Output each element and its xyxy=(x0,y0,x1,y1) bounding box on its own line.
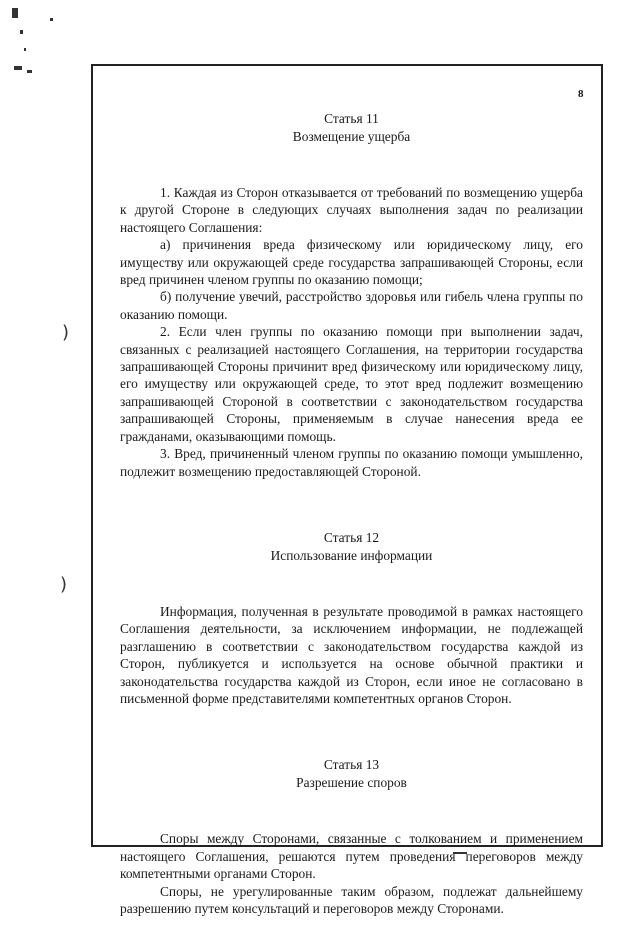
article-heading xyxy=(120,110,583,146)
article-heading xyxy=(120,529,583,565)
article-paragraph: 1. Каждая из Сторон отказывается от требований по возмещению ущерба к другой Стороне в следующих случаях выполнения задач по реализации настоящего Соглашения: xyxy=(120,185,583,235)
article-number: Статья 12 xyxy=(323,529,380,545)
article-number: Статья 11 xyxy=(324,111,379,126)
article-paragraph: б) получение увечий, расстройство здоровья или гибель члена группы по оказанию помощи. xyxy=(120,289,583,322)
scan-artifact xyxy=(50,18,53,21)
scan-artifact xyxy=(12,8,18,18)
article-title: Использование информации xyxy=(270,547,433,563)
article-paragraph: 3. Вред, причиненный членом группы по оказанию помощи умышленно, подлежит возмещению предоставляющей Стороной. xyxy=(120,446,583,479)
article-13 xyxy=(120,756,583,917)
scan-artifact xyxy=(20,30,23,34)
article-number: Статья 13 xyxy=(323,757,380,773)
article-paragraph: Споры между Сторонами, связанные с толкованием и применением настоящего Соглашения, решаются путем проведения переговоров между компетентными органами Сторон. xyxy=(120,831,583,882)
article-heading xyxy=(120,756,583,792)
binding-mark: ) xyxy=(62,322,70,343)
document-body xyxy=(120,110,583,947)
page-number: 8 xyxy=(578,88,584,100)
scan-artifact xyxy=(24,48,26,51)
article-11 xyxy=(120,110,583,480)
article-title: Разрешение споров xyxy=(296,775,407,791)
article-title: Возмещение ущерба xyxy=(292,129,411,144)
article-paragraph: а) причинения вреда физическому или юридическому лицу, его имуществу или окружающей среде государства запрашивающей Стороны, если вред причинен членом группы по оказанию помощи; xyxy=(120,237,583,288)
scan-artifact xyxy=(27,70,32,73)
article-12 xyxy=(120,529,583,707)
scan-artifact xyxy=(14,66,22,70)
article-paragraph: Информация, полученная в результате проводимой в рамках настоящего Соглашения деятельности, за исключением информации, не подлежащей разглашению в соответствии с законодательством государства каждой из Сторон, публикуется и используется на основе обычной практики и законодательства государства каждой из Сторон, если иное не согласовано в письменной форме представителями компетентных органов Сторон. xyxy=(120,603,583,706)
article-paragraph: Споры, не урегулированные таким образом, подлежат дальнейшему разрешению путем консультаций и переговоров между Сторонами. xyxy=(120,883,583,916)
binding-mark: ) xyxy=(60,574,68,595)
article-paragraph: 2. Если член группы по оказанию помощи при выполнении задач, связанных с реализацией настоящего Соглашения, на территории государства запрашивающей Стороны причинит вред физическому или юридическому лицу, его имуществу или окружающей среде, то этот вред подлежит возмещению запрашивающей Стороной в соответствии с законодательством государства запрашивающей Стороны, применяемым в случае нанесения вреда ее гражданами, оказывающими помощь. xyxy=(120,324,583,444)
